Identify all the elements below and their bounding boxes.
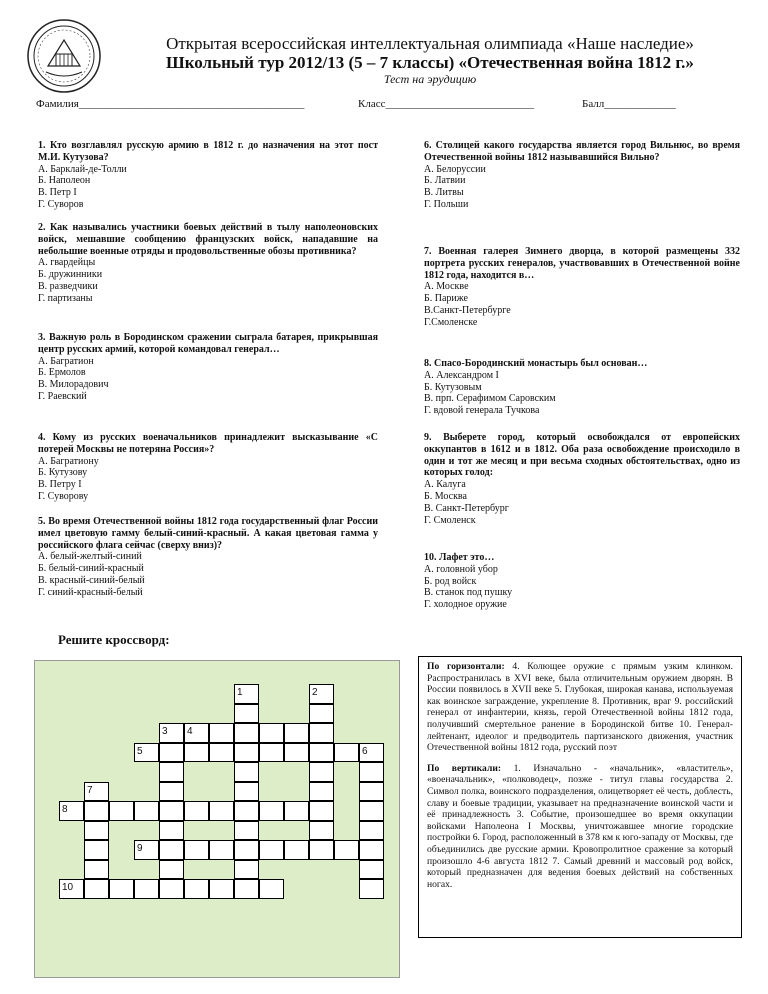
across-heading: По горизонтали: [427,661,505,672]
question-text: 2. Как назывались участники боевых действий в тылу наполеоновских войск, мешавшие сообщению французских войск, нападавшие на небольшие военные отряды и продовольственные обозы противника? [38,222,378,257]
answer-option[interactable]: В. красный-синий-белый [38,574,145,586]
crossword-cell[interactable] [284,801,309,821]
answer-option[interactable]: В. Санкт-Петербург [424,502,509,514]
crossword-cell[interactable] [309,801,334,821]
crossword-cell[interactable] [184,801,209,821]
answer-option[interactable]: Г. синий-красный-белый [38,586,143,598]
answer-option[interactable]: Б. Кутузовым [424,381,482,393]
olympiad-seal-logo [26,18,102,94]
question-7 [424,246,740,329]
crossword-clue-number: 6 [362,745,368,757]
crossword-cell[interactable] [159,782,184,802]
answer-option[interactable]: Б. дружинники [38,269,103,281]
question-text: 8. Спасо-Бородинский монастырь был основан… [424,358,648,369]
crossword-cell[interactable] [234,801,259,821]
crossword-cell[interactable] [309,723,334,743]
answer-option[interactable]: В. разведчики [38,280,98,292]
question-2 [38,222,378,305]
crossword-cell[interactable] [159,840,184,860]
crossword-cell[interactable] [159,723,184,743]
crossword-cell[interactable] [134,879,159,899]
answer-option[interactable]: А. белый-желтый-синий [38,551,142,563]
answer-option[interactable]: Г. Суворов [38,198,84,210]
crossword-cell[interactable] [209,840,234,860]
question-5 [38,516,378,599]
question-10 [424,552,740,611]
question-1 [38,140,378,211]
question-6 [424,140,740,211]
answer-option[interactable]: А. Александром I [424,369,499,381]
down-text: 1. Изначально - «начальник», «властитель», «военачальник», «полководец», позже - титул главы государства 2. Символ полка, воинского подразделения, олицетворяет её честь, доблесть, славу и боевые традиции, указывает на предназначение воинской части и её принадлежность 3. Событие, произошедшее во время оккупации войсками Наполеона I Москвы, уничтожавшее многие городские постройки 6. Город, расположенный в 378 км к юго-западу от Москвы, где объединились две русские армии. Кровопролитное сражение за который произошло 4-6 августа 1812 7. Самый древний и массовый род войск, который предназначен для ведения боевых действий на собственных ногах. [427,762,733,890]
crossword-cell[interactable] [309,821,334,841]
crossword-clue-number: 2 [312,687,318,698]
crossword-cell[interactable] [359,782,384,802]
answer-option[interactable]: В. Петр I [38,187,77,199]
crossword-clue-number: 4 [187,726,193,737]
answer-option[interactable]: Г.Смоленске [424,316,478,328]
crossword-clue-number: 3 [162,726,168,737]
answer-option[interactable]: Б. Кутузову [38,467,88,479]
crossword-cell[interactable] [84,879,109,899]
answer-option[interactable]: А. Москве [424,281,469,293]
question-8 [424,358,740,417]
crossword-cell[interactable] [184,879,209,899]
answer-option[interactable]: А. Белоруссии [424,163,486,175]
crossword-cell[interactable] [359,821,384,841]
class-field[interactable]: Класс___________________________ [358,98,534,110]
crossword-cell[interactable] [234,840,259,860]
crossword-cell[interactable] [309,743,334,763]
crossword-cell[interactable] [84,860,109,880]
answer-option[interactable]: Б. белый-синий-красный [38,563,144,575]
crossword-cell[interactable] [159,860,184,880]
crossword-cell[interactable] [309,704,334,724]
crossword-clues [418,656,742,938]
crossword-cell[interactable] [59,879,84,899]
across-text: 4. Колющее оружие с прямым узким клинком. Распространилась в XVI веке, была отличительным оружием дворян. В России появилось в XVII веке 5. Глубокая, широкая канава, используемая как воинское заграждение, укрепление 8. Противник, враг 9. российский генерал от инфантерии, князь, герой Отечественной войны 1812 года, получивший смертельное ранение в Бородинской битве 10. Генерал-лейтенант, идеолог и предводитель партизанского движения, участник Отечественной войны 1812 года, русский поэт [427,661,734,754]
question-text: 3. Важную роль в Бородинском сражении сыграла батарея, прикрывшая центр русских армий, которой командовал генерал… [38,332,378,355]
crossword-cell[interactable] [359,743,384,763]
tour-title: Школьный тур 2012/13 (5 – 7 классы) «Отечественная война 1812 г.» [166,53,694,72]
crossword-cell[interactable] [209,723,234,743]
question-text: 6. Столицей какого государства является город Вильнюс, во время Отечественной войны 1812 называвшийся Вильно? [424,140,740,163]
crossword-cell[interactable] [84,801,109,821]
answer-option[interactable]: Б. Париже [424,293,468,305]
crossword-clue-number: 1 [237,687,243,698]
test-subtitle: Тест на эрудицию [383,72,477,86]
crossword-cell[interactable] [184,723,209,743]
answer-option[interactable]: В. прп. Серафимом Саровским [424,393,556,405]
crossword-cell[interactable] [309,762,334,782]
crossword-cell[interactable] [59,801,84,821]
crossword-cell[interactable] [84,821,109,841]
crossword-cell[interactable] [359,801,384,821]
crossword-cell[interactable] [284,840,309,860]
answer-option[interactable]: Г. Польши [424,198,469,210]
crossword-cell[interactable] [159,743,184,763]
crossword-cell[interactable] [134,840,159,860]
crossword-cell[interactable] [234,762,259,782]
crossword-cell[interactable] [209,801,234,821]
answer-option[interactable]: Б. Латвии [424,175,466,187]
surname-field[interactable]: Фамилия_________________________________________ [36,98,305,110]
crossword-cell[interactable] [334,840,359,860]
answer-option[interactable]: Б. род войск [424,575,477,587]
crossword-cell[interactable] [359,860,384,880]
answer-option[interactable]: Г. Смоленск [424,514,476,526]
answer-option[interactable]: Б. Ермолов [38,367,86,379]
crossword-cell[interactable] [259,723,284,743]
answer-option[interactable]: А. головной убор [424,563,498,575]
question-text: 1. Кто возглавлял русскую армию в 1812 г. до назначения на этот пост М.И. Кутузова? [38,140,378,163]
question-text: 5. Во время Отечественной войны 1812 года государственный флаг России имел цветовую гамму белый-синий-красный. А какая цветовая гамма у российского флага сейчас (сверху вниз)? [38,516,378,551]
answer-option[interactable]: Г. партизаны [38,292,93,304]
crossword-cell[interactable] [184,743,209,763]
crossword-cell[interactable] [134,743,159,763]
crossword-cell[interactable] [234,782,259,802]
answer-option[interactable]: Б. Наполеон [38,175,91,187]
crossword-cell[interactable] [259,879,284,899]
answer-option[interactable]: А. Калуга [424,479,466,491]
crossword-cell[interactable] [309,782,334,802]
question-text: 10. Лафет это… [424,552,495,563]
crossword-cell[interactable] [184,840,209,860]
question-text: 9. Выберете город, который освобождался от европейских оккупантов в 1612 и в 1812. Оба раза освобождение происходило в один и тот же месяц и при весьма сходных обстоятельствах, одно из которых голод: [424,432,740,479]
crossword-cell[interactable] [359,840,384,860]
crossword-cell[interactable] [109,801,134,821]
crossword-cell[interactable] [234,821,259,841]
answer-option[interactable]: Г. вдовой генерала Тучкова [424,405,540,417]
crossword-cell[interactable] [234,860,259,880]
crossword-clue-number: 8 [62,804,68,815]
answer-option[interactable]: Г. Раевский [38,390,87,402]
answer-option[interactable]: В.Санкт-Петербурге [424,304,511,316]
crossword-cell[interactable] [134,801,159,821]
answer-option[interactable]: В. Милорадович [38,379,109,391]
crossword-clue-number: 10 [62,882,74,893]
answer-option[interactable]: В. Литвы [424,187,464,199]
answer-option[interactable]: А. Багратиону [38,455,99,467]
question-4 [38,432,378,503]
answer-option[interactable]: Б. Москва [424,490,467,502]
down-clues [427,763,733,891]
crossword-title: Решите кроссворд: [58,632,170,647]
across-clues [427,661,733,754]
score-field[interactable]: Балл_____________ [582,98,676,110]
crossword-cell[interactable] [159,801,184,821]
crossword-cell[interactable] [159,879,184,899]
crossword-cell[interactable] [359,762,384,782]
crossword-cell[interactable] [234,723,259,743]
crossword-clue-number: 9 [137,843,143,854]
crossword-cell[interactable] [309,684,334,704]
answer-option[interactable]: Г. Суворову [38,490,89,502]
crossword-cell[interactable] [259,840,284,860]
crossword-cell[interactable] [234,743,259,763]
crossword-cell[interactable] [159,762,184,782]
crossword-clue-number: 5 [137,745,143,757]
crossword-cell[interactable] [234,879,259,899]
crossword-clue-number: 7 [87,784,93,796]
answer-option[interactable]: А. гвардейцы [38,257,96,269]
crossword-cell[interactable] [259,743,284,763]
olympiad-title: Открытая всероссийская интеллектуальная олимпиада «Наше наследие» [166,34,694,53]
question-3 [38,332,378,403]
answer-option[interactable]: А. Багратион [38,355,94,367]
crossword-cell[interactable] [259,801,284,821]
answer-option[interactable]: В. станок под пушку [424,587,513,599]
answer-option[interactable]: Г. холодное оружие [424,599,507,611]
question-9 [424,432,740,526]
question-text: 4. Кому из русских военачальников принадлежит высказывание «С потерей Москвы не потеряна Россия»? [38,432,378,455]
crossword-cell[interactable] [109,879,134,899]
crossword-cell[interactable] [359,879,384,899]
down-heading: По вертикали: [427,762,502,774]
crossword-cell[interactable] [334,743,359,763]
crossword-cell[interactable] [209,743,234,763]
crossword-cell[interactable] [209,879,234,899]
crossword-cell[interactable] [284,743,309,763]
question-text: 7. Военная галерея Зимнего дворца, в которой размещены 332 портрета русских генералов, участвовавших в Отечественной войне 1812 года, находится в… [424,246,740,281]
crossword-cell[interactable] [234,704,259,724]
crossword-grid [34,660,400,978]
crossword-cell[interactable] [159,821,184,841]
crossword-cell[interactable] [84,840,109,860]
crossword-cell[interactable] [284,723,309,743]
answer-option[interactable]: В. Петру I [38,479,82,491]
answer-option[interactable]: А. Барклай-де-Толли [38,163,127,175]
crossword-cell[interactable] [309,840,334,860]
crossword-cell[interactable] [84,782,109,802]
crossword-cell[interactable] [234,684,259,704]
